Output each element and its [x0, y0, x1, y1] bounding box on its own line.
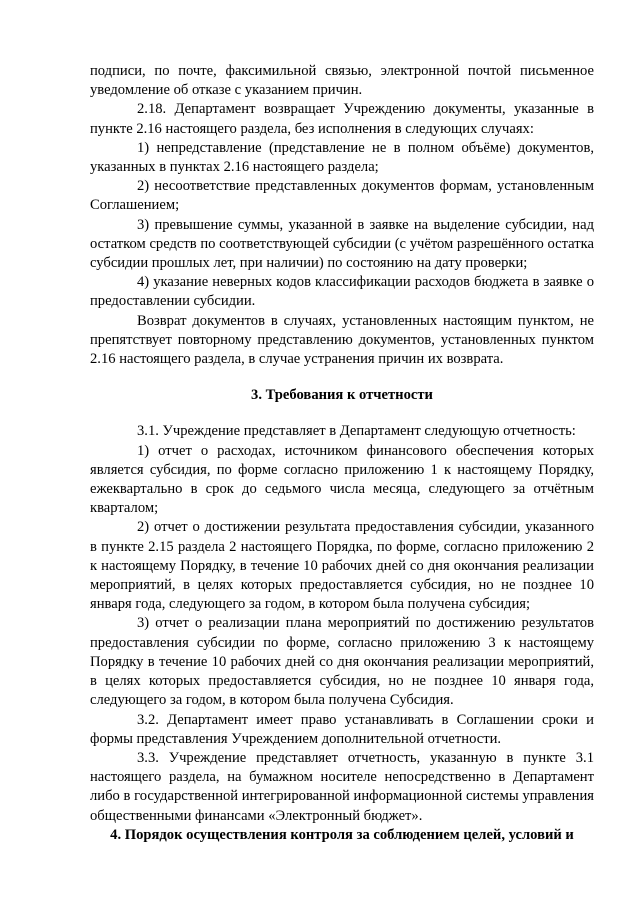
paragraph-3-1-item-1: 1) отчет о расходах, источником финансового обеспечения которых является субсидия, по форме согласно приложению 1 к настоящему Порядку, ежеквартально в срок до седьмого числа месяца, следующего за отчётным кварталом; [90, 442, 594, 517]
paragraph-3-1-item-3: 3) отчет о реализации плана мероприятий по достижению результатов предоставления субсидии по форме, согласно приложению 3 к настоящему Порядку в течение 10 рабочих дней со дня окончания реализации мероприятий, в целях которых предоставляется субсидия, но не позднее 10 января года, следующего за годом, в котором была получена Субсидия. [90, 615, 594, 709]
paragraph-2-18-item-4: 4) указание неверных кодов классификации расходов бюджета в заявке о предоставлении субсидии. [90, 274, 594, 310]
paragraph-intro: подписи, по почте, факсимильной связью, электронной почтой письменное уведомление об отказе с указанием причин. [90, 63, 594, 99]
paragraph-return: Возврат документов в случаях, установленных настоящим пунктом, не препятствует повторному представлению документов, установленных пунктом 2.16 настоящего раздела, в случае устранения причин их возврата. [90, 312, 594, 368]
section-4-heading: 4. Порядок осуществления контроля за соблюдением целей, условий и [110, 827, 574, 843]
paragraph-2-18: 2.18. Департамент возвращает Учреждению документы, указанные в пункте 2.16 настоящего раздела, без исполнения в следующих случаях: [90, 101, 594, 137]
paragraph-3-1: 3.1. Учреждение представляет в Департамент следующую отчетность: [137, 423, 576, 440]
paragraph-2-18-item-1: 1) непредставление (представление не в полном объёме) документов, указанных в пунктах 2.16 настоящего раздела; [90, 139, 594, 176]
paragraph-3-2: 3.2. Департамент имеет право устанавливать в Соглашении сроки и формы представления Учреждением дополнительной отчетности. [90, 711, 594, 747]
paragraph-3-1-item-2: 2) отчет о достижении результата предоставления субсидии, указанного в пункте 2.15 раздела 2 настоящего Порядка, по форме, согласно приложению 2 к настоящему Порядку, в течение 10 рабочих дней со дня окончания реализации мероприятий, в целях которых предоставляется субсидия, но не позднее 10 января года, следующего за годом, в котором была получена субсидия; [90, 519, 594, 613]
document-page [90, 62, 594, 843]
section-3-heading: 3. Требования к отчетности [251, 387, 433, 404]
paragraph-2-18-item-2: 2) несоответствие представленных документов формам, установленным Соглашением; [90, 178, 594, 214]
paragraph-2-18-item-3: 3) превышение суммы, указанной в заявке на выделение субсидии, над остатком средств по соответствующей субсидии (с учётом разрешённого остатка субсидии прошлых лет, при наличии) по состоянию на дату проверки; [90, 216, 594, 272]
paragraph-3-3: 3.3. Учреждение представляет отчетность, указанную в пункте 3.1 настоящего раздела, на бумажном носителе непосредственно в Департамент либо в государственной интегрированной информационной системы управления общественными финансами «Электронный бюджет». [90, 749, 594, 824]
